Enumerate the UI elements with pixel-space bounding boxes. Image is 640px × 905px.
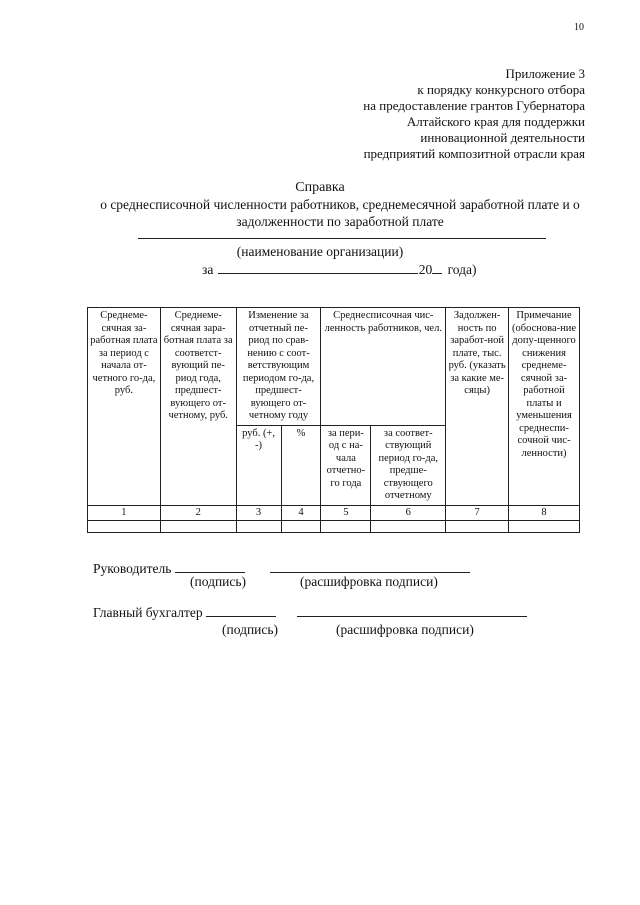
header-note: Примечание (обоснова-ние допу-щенного снижения среднеме-сячной за-работной платы и уменьшения среднеспи-сочной чис-ленности) bbox=[509, 308, 580, 506]
appendix-line: к порядку конкурсного отбора bbox=[417, 82, 585, 97]
accountant-signature-row bbox=[93, 604, 527, 621]
accountant-label: Главный бухгалтер bbox=[93, 605, 203, 620]
period-row bbox=[202, 262, 477, 278]
period-year-prefix: 20 bbox=[418, 262, 433, 277]
header-avg-salary-previous: Среднеме-сячная зара-ботная плата за соответст-вующий пе-риод года, предшест-вующего от-четному, руб. bbox=[160, 308, 236, 506]
column-number: 5 bbox=[321, 505, 371, 521]
table-cell[interactable] bbox=[281, 521, 321, 533]
director-signature-line[interactable] bbox=[175, 560, 245, 573]
header-headcount-current: за пери-од с на-чала отчетно-го года bbox=[321, 425, 371, 505]
accountant-signature-line[interactable] bbox=[206, 604, 276, 617]
header-headcount-previous: за соответ-ствующий период го-да, предше-ствующего отчетному bbox=[371, 425, 446, 505]
table-cell[interactable] bbox=[88, 521, 161, 533]
accountant-decode-line[interactable] bbox=[297, 604, 527, 617]
appendix-header bbox=[285, 66, 585, 162]
header-change: Изменение за отчетный пе-риод по срав-нению с соот-ветствующим периодом го-да, предшест-вующего от-четному году bbox=[236, 308, 321, 426]
period-blank[interactable] bbox=[218, 262, 418, 274]
table-row bbox=[88, 521, 580, 533]
director-decode-caption: (расшифровка подписи) bbox=[300, 574, 438, 589]
director-decode-line[interactable] bbox=[270, 560, 470, 573]
column-number: 8 bbox=[509, 505, 580, 521]
table-cell[interactable] bbox=[371, 521, 446, 533]
period-prefix: за bbox=[202, 262, 214, 277]
appendix-line: Приложение 3 bbox=[505, 66, 585, 81]
page-number: 10 bbox=[574, 22, 584, 33]
organization-name-line[interactable] bbox=[138, 238, 546, 239]
table-cell[interactable] bbox=[321, 521, 371, 533]
document-title: Справка bbox=[295, 180, 345, 195]
director-signature-caption: (подпись) bbox=[190, 574, 247, 589]
organization-caption: (наименование организации) bbox=[236, 244, 404, 259]
director-label: Руководитель bbox=[93, 561, 172, 576]
accountant-signature-caption: (подпись) bbox=[222, 622, 279, 637]
column-number: 7 bbox=[446, 505, 509, 521]
header-headcount: Среднесписочная чис-ленность работников, чел. bbox=[321, 308, 446, 426]
appendix-line: инновационной деятельности bbox=[420, 130, 585, 145]
period-year-blank[interactable] bbox=[432, 262, 442, 274]
column-number: 4 bbox=[281, 505, 321, 521]
period-suffix: года) bbox=[447, 262, 477, 277]
appendix-line: Алтайского края для поддержки bbox=[406, 114, 585, 129]
appendix-line: на предоставление грантов Губернатора bbox=[363, 98, 585, 113]
table-cell[interactable] bbox=[446, 521, 509, 533]
report-table bbox=[87, 307, 580, 533]
table-cell[interactable] bbox=[160, 521, 236, 533]
column-number: 1 bbox=[88, 505, 161, 521]
table-cell[interactable] bbox=[509, 521, 580, 533]
header-change-percent: % bbox=[281, 425, 321, 505]
header-debt: Задолжен-ность по заработ-ной плате, тыс. руб. (указать за какие ме-сяцы) bbox=[446, 308, 509, 506]
header-avg-salary-current: Среднеме-сячная за-работная плата за период с начала от-четного го-да, руб. bbox=[88, 308, 161, 506]
header-change-rub: руб. (+, -) bbox=[236, 425, 281, 505]
column-number: 3 bbox=[236, 505, 281, 521]
accountant-decode-caption: (расшифровка подписи) bbox=[336, 622, 474, 637]
column-number: 2 bbox=[160, 505, 236, 521]
document-subtitle: о среднесписочной численности работников, среднемесячной заработной плате и о задолженности по заработной плате bbox=[100, 197, 580, 229]
appendix-line: предприятий композитной отрасли края bbox=[363, 146, 585, 161]
table-cell[interactable] bbox=[236, 521, 281, 533]
column-number: 6 bbox=[371, 505, 446, 521]
